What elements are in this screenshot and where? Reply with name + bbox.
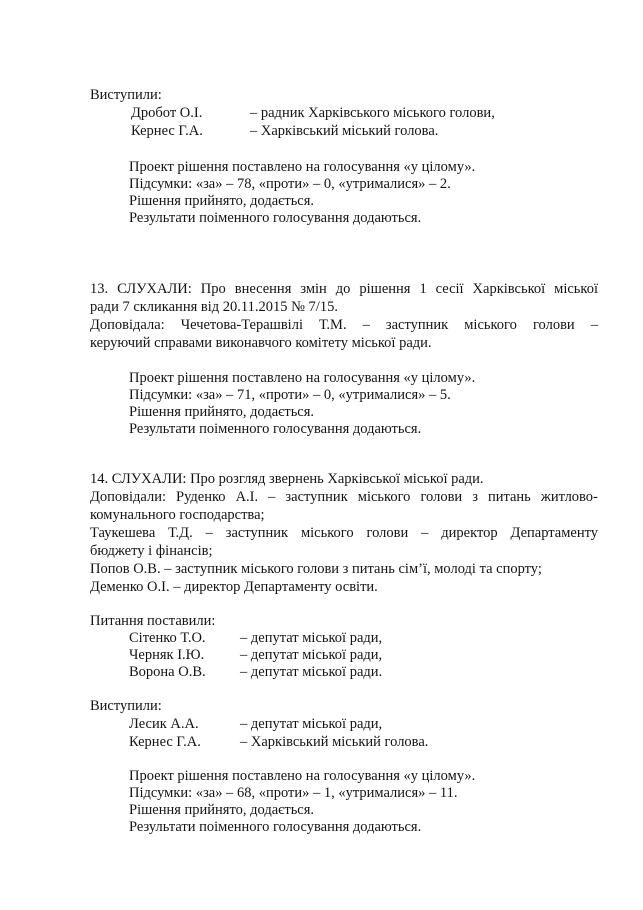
questioner-name: Сітенко Т.О. bbox=[129, 630, 206, 646]
item-14-reporter-2-cont: бюджету і фінансів; bbox=[90, 543, 213, 559]
item-13-reporter-cont: керуючий справами виконавчого комітету міської ради. bbox=[90, 335, 432, 351]
item-14-reporter-4: Деменко О.І. – директор Департаменту освіти. bbox=[90, 579, 378, 595]
word: Департаменту bbox=[510, 525, 598, 541]
word: заступник bbox=[225, 525, 289, 541]
word: Про bbox=[200, 281, 226, 297]
vote-proposal: Проект рішення поставлено на голосування «у цілому». bbox=[129, 370, 476, 386]
word: – bbox=[205, 525, 213, 541]
word: Доповідала: bbox=[90, 317, 165, 333]
word: заступник bbox=[285, 489, 348, 505]
word: – bbox=[590, 317, 598, 333]
vote-results: Підсумки: «за» – 78, «проти» – 0, «утрималися» – 2. bbox=[129, 176, 451, 192]
word: сесії bbox=[435, 281, 464, 297]
item-14-reporter-1 bbox=[90, 488, 598, 506]
word: 1 bbox=[419, 281, 427, 297]
questioner-name: Ворона О.В. bbox=[129, 664, 206, 680]
questioner-role: – депутат міської ради. bbox=[240, 664, 383, 680]
questioner-role: – депутат міської ради, bbox=[240, 630, 383, 646]
item-13-heading bbox=[90, 280, 598, 298]
word: – bbox=[421, 525, 429, 541]
word: голови bbox=[420, 489, 463, 505]
speaker-name: Кернес Г.А. bbox=[131, 123, 203, 139]
word: з bbox=[472, 489, 478, 505]
word: рішення bbox=[359, 281, 411, 297]
word: директор bbox=[441, 525, 498, 541]
word: Таукешева bbox=[90, 525, 156, 541]
word: – bbox=[268, 489, 276, 505]
speaker-name: Дробот О.І. bbox=[131, 105, 203, 121]
questioner-name: Черняк І.Ю. bbox=[129, 647, 205, 663]
speaker-role: – Харківський міський голова. bbox=[250, 123, 439, 139]
word: міського bbox=[357, 489, 411, 505]
word: міського bbox=[464, 317, 517, 333]
word: внесення bbox=[234, 281, 292, 297]
vote-roll-call: Результати поіменного голосування додаються. bbox=[129, 210, 422, 226]
vote-results: Підсумки: «за» – 68, «проти» – 1, «утрималися» – 11. bbox=[129, 785, 458, 801]
word: голови bbox=[532, 317, 575, 333]
word: до bbox=[335, 281, 351, 297]
vote-proposal: Проект рішення поставлено на голосування «у цілому». bbox=[129, 159, 476, 175]
vote-decision: Рішення прийнято, додається. bbox=[129, 193, 315, 209]
speaker-name: Лесик А.А. bbox=[129, 716, 199, 732]
word: питань bbox=[487, 489, 531, 505]
speakers-heading: Виступили: bbox=[90, 698, 162, 714]
item-14-heading: 14. СЛУХАЛИ: Про розгляд звернень Харківської міської ради. bbox=[90, 471, 484, 487]
vote-roll-call: Результати поіменного голосування додаються. bbox=[129, 421, 422, 437]
speaker-role: – радник Харківського міського голови, bbox=[250, 105, 495, 121]
word: Руденко bbox=[176, 489, 226, 505]
vote-results: Підсумки: «за» – 71, «проти» – 0, «утрималися» – 5. bbox=[129, 387, 451, 403]
word: міської bbox=[554, 281, 598, 297]
word: СЛУХАЛИ: bbox=[117, 281, 192, 297]
speaker-role: – депутат міської ради, bbox=[240, 716, 383, 732]
word: заступник bbox=[385, 317, 449, 333]
item-13-reporter bbox=[90, 316, 598, 334]
word: житлово- bbox=[540, 489, 598, 505]
vote-decision: Рішення прийнято, додається. bbox=[129, 404, 315, 420]
word: Т.Д. bbox=[168, 525, 193, 541]
item-14-reporter-2 bbox=[90, 524, 598, 542]
item-13-heading-cont: ради 7 скликання від 20.11.2015 № 7/15. bbox=[90, 299, 338, 315]
word: міського bbox=[300, 525, 354, 541]
word: голови bbox=[366, 525, 409, 541]
vote-proposal: Проект рішення поставлено на голосування «у цілому». bbox=[129, 768, 476, 784]
word: змін bbox=[300, 281, 327, 297]
speaker-name: Кернес Г.А. bbox=[129, 734, 201, 750]
speakers-heading: Виступили: bbox=[90, 87, 162, 103]
item-14-reporter-3: Попов О.В. – заступник міського голови з питань сім’ї, молоді та спорту; bbox=[90, 561, 542, 577]
word: А.І. bbox=[235, 489, 259, 505]
speaker-role: – Харківський міський голова. bbox=[240, 734, 429, 750]
questions-heading: Питання поставили: bbox=[90, 613, 216, 629]
questioner-role: – депутат міської ради, bbox=[240, 647, 383, 663]
word: Харківської bbox=[472, 281, 546, 297]
vote-roll-call: Результати поіменного голосування додаються. bbox=[129, 819, 422, 835]
word: Т.М. bbox=[319, 317, 347, 333]
word: – bbox=[362, 317, 370, 333]
word: Доповідали: bbox=[90, 489, 166, 505]
vote-decision: Рішення прийнято, додається. bbox=[129, 802, 315, 818]
word: Чечетова-Терашвілі bbox=[180, 317, 303, 333]
item-14-reporter-1-cont: комунального господарства; bbox=[90, 507, 265, 523]
word: 13. bbox=[90, 281, 109, 297]
